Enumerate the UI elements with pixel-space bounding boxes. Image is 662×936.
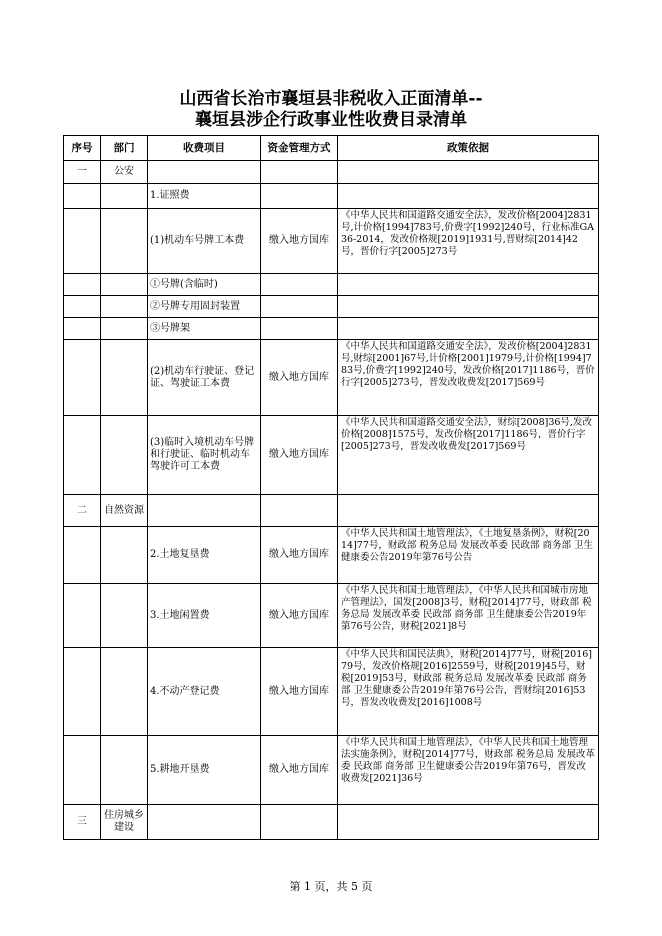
- row-fund: [261, 296, 338, 318]
- row-fund: 缴入地方国库: [261, 736, 338, 805]
- row-item: ③号牌架: [148, 318, 261, 340]
- page-title-line2: 襄垣县涉企行政事业性收费目录清单: [195, 110, 467, 130]
- header-seq: 序号: [64, 136, 101, 161]
- row-fund: [261, 318, 338, 340]
- row-item: ②号牌专用固封装置: [148, 296, 261, 318]
- table-row: [64, 648, 599, 736]
- page-footer: 第 1 页，共 5 页: [289, 880, 373, 893]
- header-item: 收费项目: [148, 136, 261, 161]
- table-row: [64, 527, 599, 584]
- row-seq: [64, 184, 101, 209]
- row-dept: [101, 209, 148, 274]
- table-row: [64, 584, 599, 648]
- row-dept: [101, 296, 148, 318]
- row-basis: 《中华人民共和国道路交通安全法》，财综[2008]36号,发改价格[2008]1575号，发改价格[2017]1186号，晋价行字[2005]273号，晋发改收费发[2017]569号: [338, 416, 599, 495]
- row-basis: 《中华人民共和国土地管理法》，《土地复垦条例》，财税[2014]77号，财政部 税务总局 发展改革委 民政部 商务部 卫生健康委公告2019年第76号公告: [338, 527, 599, 584]
- fee-table: [63, 135, 599, 840]
- row-item: 4.不动产登记费: [148, 648, 261, 736]
- row-seq: [64, 527, 101, 584]
- table-row: [64, 805, 599, 840]
- row-seq: [64, 209, 101, 274]
- row-dept: [101, 648, 148, 736]
- header-fund: 资金管理方式: [261, 136, 338, 161]
- row-basis: 《中华人民共和国民法典》，财税[2014]77号，财税[2016]79号，发改价格规[2016]2559号，财税[2019]45号，财税[2019]53号，财政部 税务总局 发展改革委 民政部 商务部 卫生健康委公告2019年第76号公告，晋财综[2016]53号，晋发改收费发[2016]1008号: [338, 648, 599, 736]
- row-dept: [101, 184, 148, 209]
- row-item: [148, 805, 261, 840]
- row-basis: 《中华人民共和国土地管理法》，《中华人民共和国城市房地产管理法》，国发[2008]3号，财税[2014]77号，财政部 税务总局 发展改革委 民政部 商务部 卫生健康委公告2019年第76号公告，财税[2021]8号: [338, 584, 599, 648]
- row-dept: [101, 274, 148, 296]
- row-item: 2.土地复垦费: [148, 527, 261, 584]
- row-fund: 缴入地方国库: [261, 209, 338, 274]
- row-basis: 《中华人民共和国道路交通安全法》，发改价格[2004]2831号,财综[2001]67号,计价格[2001]1979号,计价格[1994]783号,价费字[1992]240号，发改价格[2017]1186号，晋价行字[2005]273号，晋发改收费发[2017]569号: [338, 340, 599, 416]
- row-basis: [338, 274, 599, 296]
- row-seq: [64, 416, 101, 495]
- row-fund: 缴入地方国库: [261, 416, 338, 495]
- row-fund: [261, 184, 338, 209]
- row-item: 3.土地闲置费: [148, 584, 261, 648]
- row-item: (3)临时入境机动车号牌和行驶证、临时机动车驾驶许可工本费: [148, 416, 261, 495]
- row-seq: 一: [64, 161, 101, 184]
- row-basis: [338, 184, 599, 209]
- row-dept: 公安: [101, 161, 148, 184]
- row-item: [148, 161, 261, 184]
- row-dept: [101, 584, 148, 648]
- row-dept: [101, 416, 148, 495]
- row-seq: [64, 318, 101, 340]
- row-item: (1)机动车号牌工本费: [148, 209, 261, 274]
- table-row: [64, 274, 599, 296]
- row-seq: [64, 274, 101, 296]
- row-fund: [261, 274, 338, 296]
- row-fund: 缴入地方国库: [261, 648, 338, 736]
- row-seq: 三: [64, 805, 101, 840]
- row-seq: [64, 648, 101, 736]
- row-fund: [261, 161, 338, 184]
- row-dept: [101, 318, 148, 340]
- table-row: [64, 161, 599, 184]
- row-seq: [64, 736, 101, 805]
- row-fund: 缴入地方国库: [261, 340, 338, 416]
- table-row: [64, 296, 599, 318]
- header-basis: 政策依据: [338, 136, 599, 161]
- table-header-row: [64, 136, 599, 161]
- row-dept: 住房城乡建设: [101, 805, 148, 840]
- row-seq: [64, 584, 101, 648]
- row-fund: 缴入地方国库: [261, 527, 338, 584]
- row-fund: [261, 805, 338, 840]
- row-basis: 《中华人民共和国道路交通安全法》，发改价格[2004]2831号,计价格[1994]783号,价费字[1992]240号，行业标准GA36-2014，发改价格规[2019]1931号,晋财综[2014]42号，晋价行字[2005]273号: [338, 209, 599, 274]
- row-basis: [338, 495, 599, 527]
- row-basis: [338, 161, 599, 184]
- table-row: [64, 416, 599, 495]
- table-row: [64, 318, 599, 340]
- row-item: (2)机动车行驶证、登记证、驾驶证工本费: [148, 340, 261, 416]
- row-seq: 二: [64, 495, 101, 527]
- row-item: ①号牌(含临时): [148, 274, 261, 296]
- row-fund: 缴入地方国库: [261, 584, 338, 648]
- row-dept: [101, 340, 148, 416]
- row-seq: [64, 340, 101, 416]
- row-dept: [101, 736, 148, 805]
- table-row: [64, 209, 599, 274]
- table-row: [64, 184, 599, 209]
- header-dept: 部门: [101, 136, 148, 161]
- row-dept: [101, 527, 148, 584]
- row-basis: 《中华人民共和国土地管理法》，《中华人民共和国土地管理法实施条例》，财税[2014]77号，财政部 税务总局 发展改革委 民政部 商务部 卫生健康委公告2019年第76号，晋发改收费发[2021]36号: [338, 736, 599, 805]
- row-item: 1.证照费: [148, 184, 261, 209]
- row-basis: [338, 805, 599, 840]
- row-basis: [338, 318, 599, 340]
- row-dept: 自然资源: [101, 495, 148, 527]
- row-seq: [64, 296, 101, 318]
- row-item: 5.耕地开垦费: [148, 736, 261, 805]
- row-fund: [261, 495, 338, 527]
- page-title-line1: 山西省长治市襄垣县非税收入正面清单--: [179, 89, 483, 109]
- row-item: [148, 495, 261, 527]
- table-row: [64, 736, 599, 805]
- table-row: [64, 495, 599, 527]
- table-row: [64, 340, 599, 416]
- row-basis: [338, 296, 599, 318]
